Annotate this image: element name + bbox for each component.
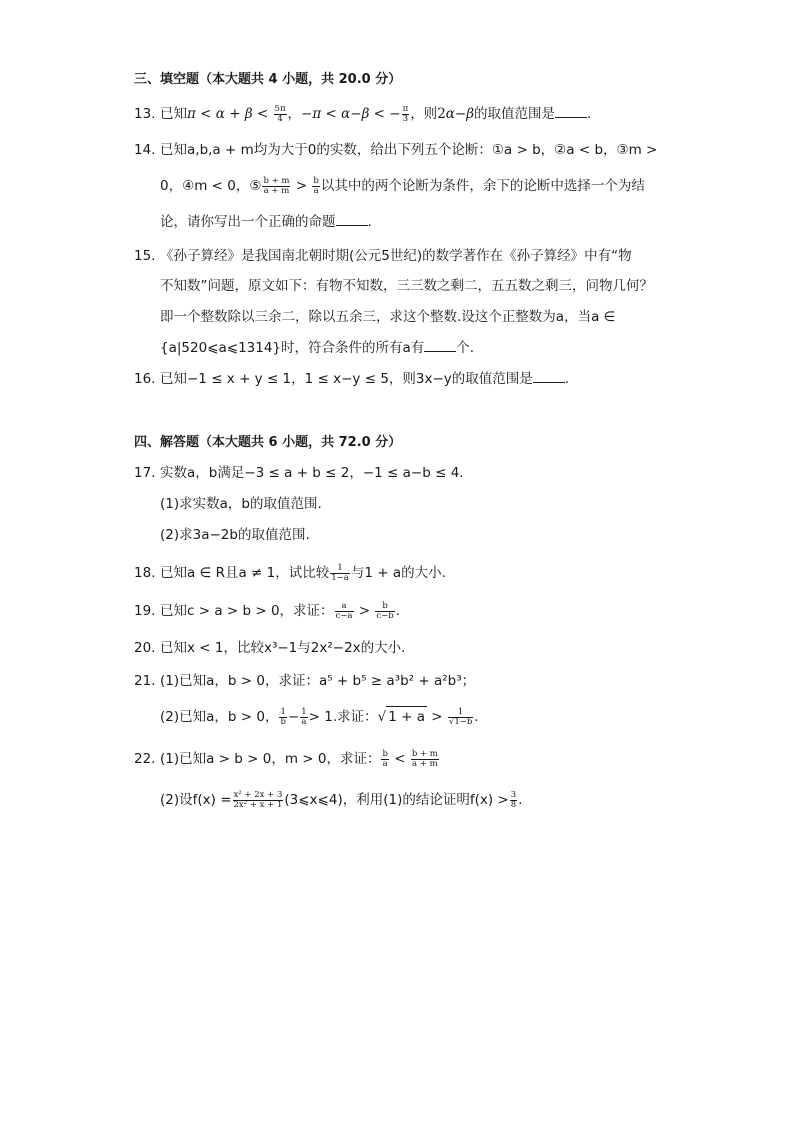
question-15-line-2: 不知数”问题，原文如下：有物不知数，三三数之剩二，五五数之剩三，问物几何？	[160, 278, 653, 294]
question-22-part-1: (1)已知a > b > 0，m > 0，求证： $\frac{b}{a}$ < $\frac{b + m}{a + m}$	[160, 748, 438, 769]
question-14-line-3: 论，请你写出一个正确的命题 .	[160, 214, 372, 230]
question-18-number: 18.	[134, 565, 156, 581]
question-17-number: 17.	[134, 465, 156, 481]
question-17-part-2: (2)求3a−2b的取值范围.	[160, 527, 310, 543]
fraction-pi-3: $\frac{\pi}{3}$	[402, 103, 409, 124]
question-16-number: 16.	[134, 371, 156, 387]
question-14-line-2: 0，④m < 0，⑤ $\frac{b + m}{a + m}$ > $\frac{b}{a}$ 以其中的两个论断为条件，余下的论断中选择一个为结	[160, 175, 645, 196]
fraction-1-over-1-minus-a: $\frac{1}{1-a}$	[331, 562, 349, 583]
question-21-number: 21.	[134, 673, 156, 689]
fraction-b-a: $\frac{b}{a}$	[313, 175, 319, 196]
fraction-3-over-8: $\frac{3}{8}$	[510, 789, 517, 810]
fraction-b-over-a: $\frac{b}{a}$	[382, 748, 388, 769]
fraction-b+m-a+m: $\frac{b + m}{a + m}$	[263, 175, 290, 196]
question-14-number: 14.	[134, 142, 156, 158]
question-22-number: 22.	[134, 751, 156, 767]
question-21-part-1: (1)已知a，b > 0，求证：a⁵ + b⁵ ≥ a³b² + a²b³；	[160, 673, 476, 689]
question-16: 已知−1 ≤ x + y ≤ 1，1 ≤ x−y ≤ 5，则3x−y的取值范围是 .	[160, 371, 570, 387]
question-17-part-1: (1)求实数a，b的取值范围.	[160, 496, 322, 512]
fraction-a-over-c-minus-a: $\frac{a}{c-a}$	[335, 600, 353, 621]
fraction-5pi-4: $\frac{5\pi}{4}$	[274, 103, 286, 124]
fraction-b+m-over-a+m: $\frac{b + m}{a + m}$	[411, 748, 438, 769]
question-14-line-1: 已知a,b,a + m均为大于0的实数，给出下列五个论断：①a > b，②a < b，③m >	[160, 142, 658, 158]
question-13: 已知π < α + β < $\frac{5\pi}{4}$ ，−π < α−β < − $\frac{\pi}{3}$ ，则2α−β的取值范围是 .	[160, 103, 592, 124]
question-13-number: 13.	[134, 106, 156, 122]
answer-blank	[424, 339, 456, 352]
question-22-part-2: (2)设f(x) = $\frac{\text{x² + 2x + 3}}{\text{2x² + x + 1}}$ (3⩽x⩽4)，利用(1)的结论证明f(x) > $\frac{3}{8}$ .	[160, 789, 523, 810]
fraction-1-over-b: $\frac{1}{b}$	[280, 706, 286, 727]
fraction-b-over-c-minus-b: $\frac{b}{c-b}$	[376, 600, 394, 621]
answer-blank	[555, 105, 587, 118]
question-15-line-1: 《孙子算经》是我国南北朝时期(公元5世纪)的数学著作在《孙子算经》中有“物	[160, 248, 632, 264]
question-15-line-4: {a|520⩽a⩽1314}时，符合条件的所有a有 个.	[160, 340, 475, 356]
question-18: 已知a ∈ R且a ≠ 1，试比较 $\frac{1}{1-a}$ 与1 + a的大小.	[160, 562, 446, 583]
question-20-number: 20.	[134, 640, 156, 656]
question-19: 已知c > a > b > 0，求证： $\frac{a}{c-a}$ > $\frac{b}{c-b}$ .	[160, 600, 401, 621]
question-19-number: 19.	[134, 603, 156, 619]
question-15-number: 15.	[134, 248, 156, 264]
question-17-line-1: 实数a，b满足−3 ≤ a + b ≤ 2，−1 ≤ a−b ≤ 4.	[160, 465, 464, 481]
fraction-fx: $\frac{\text{x² + 2x + 3}}{\text{2x² + x + 1}}$	[233, 789, 283, 810]
question-21-part-2: (2)已知a，b > 0， $\frac{1}{b}$ − $\frac{1}{a}$ > 1.求证：√ 1 + a > $\frac{1}{√1-b}$ .	[160, 706, 479, 727]
fraction-1-over-a: $\frac{1}{a}$	[301, 706, 307, 727]
fraction-1-over-sqrt-1-minus-b: $\frac{1}{√1-b}$	[448, 706, 473, 727]
answer-blank	[336, 213, 368, 226]
section-title-solve: 四、解答题（本大题共 6 小题，共 72.0 分）	[134, 435, 402, 450]
answer-blank	[533, 370, 565, 383]
question-20: 已知x < 1，比较x³−1与2x²−2x的大小.	[160, 640, 406, 656]
sqrt-1-plus-a: 1 + a	[386, 706, 427, 727]
section-title-fill-blank: 三、填空题（本大题共 4 小题，共 20.0 分）	[134, 72, 402, 87]
question-15-line-3: 即一个整数除以三余二，除以五余三，求这个整数.设这个正整数为a，当a ∈	[160, 309, 616, 325]
